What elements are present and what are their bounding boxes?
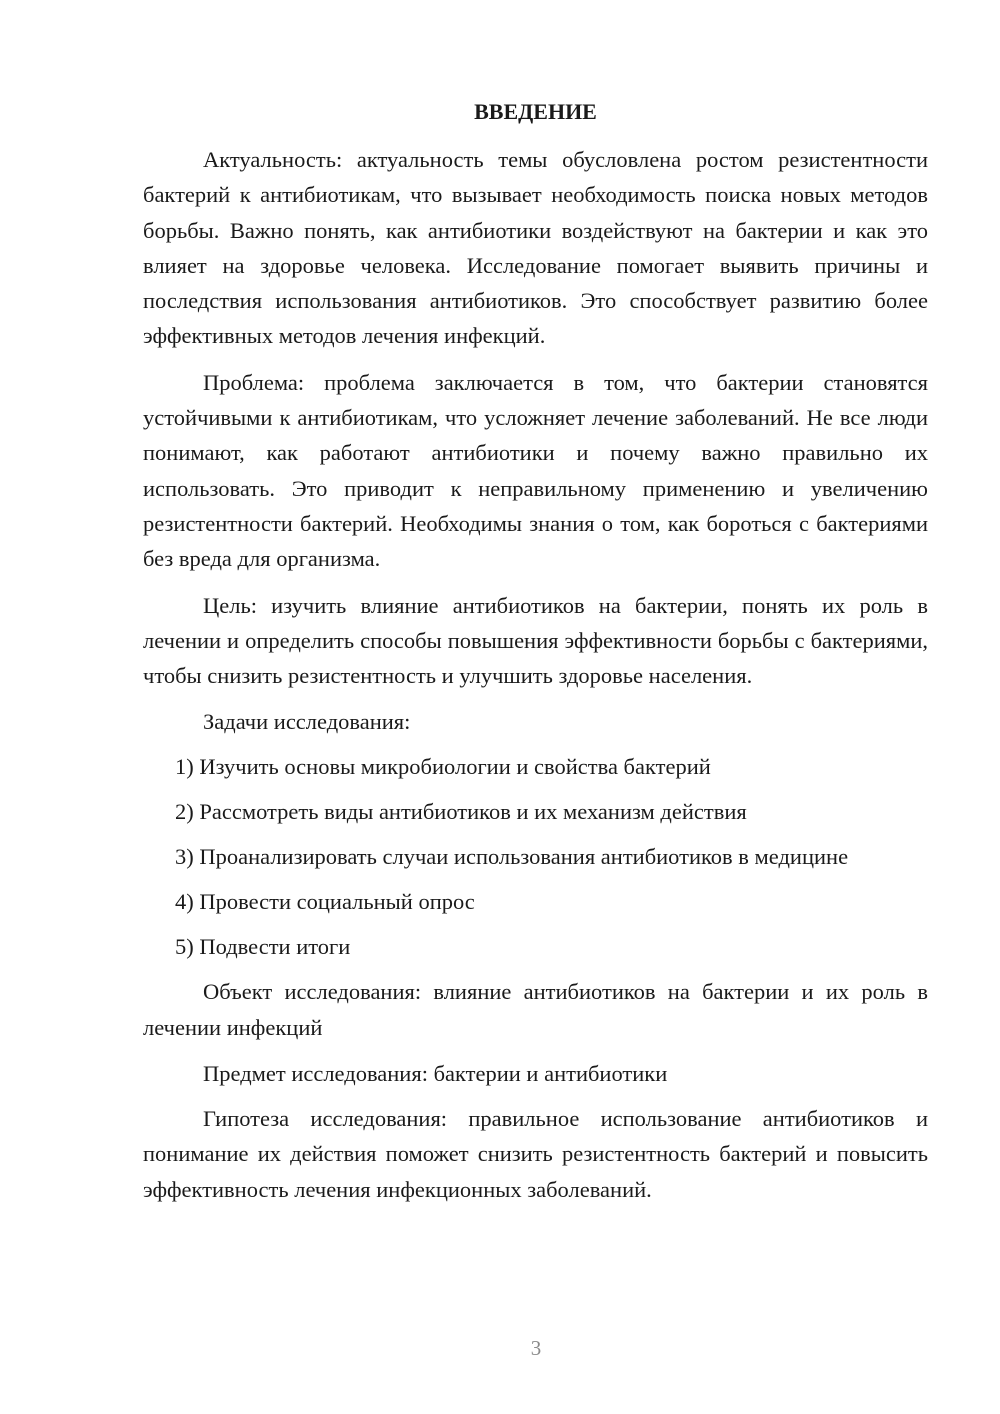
task-item-5: 5) Подвести итоги	[175, 934, 351, 960]
object-paragraph: Объект исследования: влияние антибиотиков на бактерии и их роль в лечении инфекций	[143, 979, 928, 1040]
page-number: 3	[530, 1336, 542, 1360]
relevance-paragraph: Актуальность: актуальность темы обусловлена ростом резистентности бактерий к антибиотикам, что вызывает необходимость поиска новых методов борьбы. Важно понять, как антибиотики воздействуют на бактерии и как это влияет на здоровье человека. Исследование помогает выявить причины и последствия использования антибиотиков. Это способствует развитию более эффективных методов лечения инфекций.	[143, 147, 928, 349]
hypothesis-paragraph: Гипотеза исследования: правильное использование антибиотиков и понимание их действия поможет снизить резистентность бактерий и повысить эффективность лечения инфекционных заболеваний.	[143, 1106, 928, 1202]
tasks-heading: Задачи исследования:	[203, 709, 411, 735]
section-title: ВВЕДЕНИЕ	[474, 99, 597, 124]
task-item-1: 1) Изучить основы микробиологии и свойства бактерий	[175, 754, 711, 780]
task-item-3: 3) Проанализировать случаи использования антибиотиков в медицине	[175, 844, 849, 870]
subject-paragraph: Предмет исследования: бактерии и антибиотики	[203, 1061, 668, 1087]
goal-paragraph: Цель: изучить влияние антибиотиков на бактерии, понять их роль в лечении и определить способы повышения эффективности борьбы с бактериями, чтобы снизить резистентность и улучшить здоровье населения.	[143, 592, 928, 689]
page-content	[143, 94, 928, 1218]
problem-paragraph: Проблема: проблема заключается в том, что бактерии становятся устойчивыми к антибиотикам, что усложняет лечение заболеваний. Не все люди понимают, как работают антибиотики и почему важно правильно их использовать. Это приводит к неправильному применению и увеличению резистентности бактерий. Необходимы знания о том, как бороться с бактериями без вреда для организма.	[143, 369, 928, 572]
task-item-2: 2) Рассмотреть виды антибиотиков и их механизм действия	[175, 799, 747, 825]
task-item-4: 4) Провести социальный опрос	[175, 889, 475, 915]
